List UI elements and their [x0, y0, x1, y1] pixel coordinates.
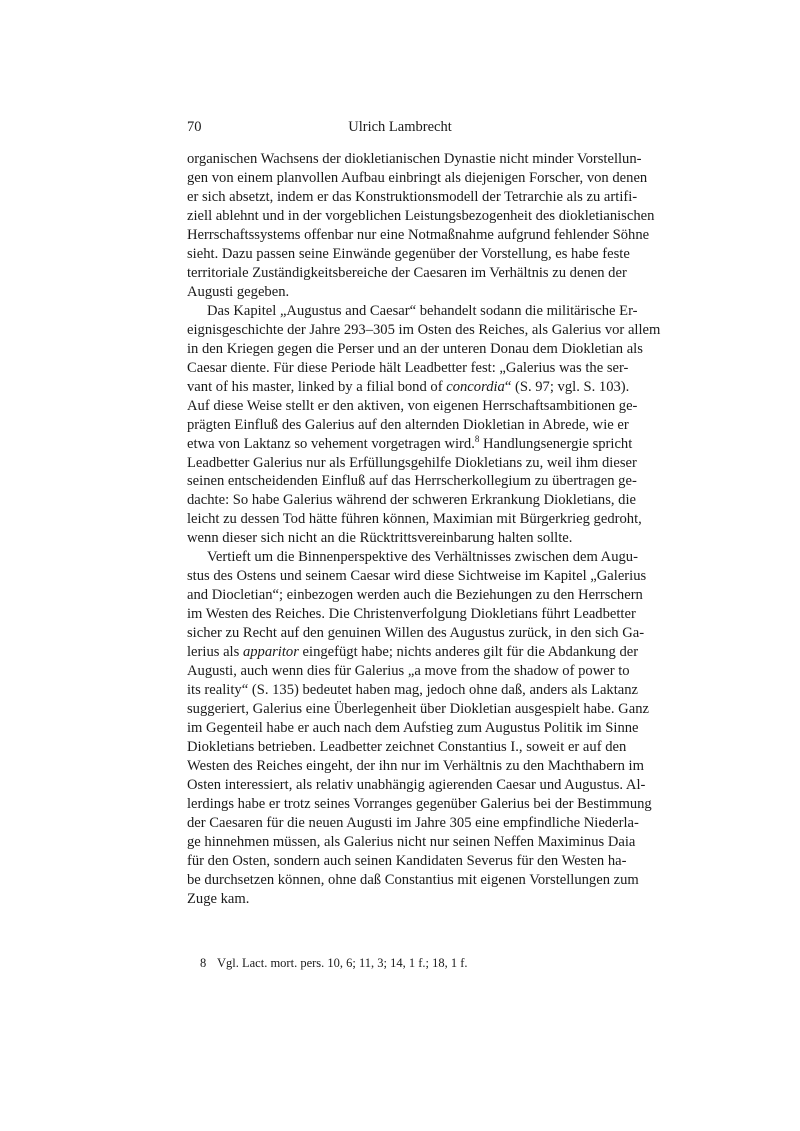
text-line	[187, 624, 645, 643]
text-span: etwa von Laktanz so vehement vorgetragen wird.	[187, 435, 475, 452]
footnote	[200, 956, 468, 971]
text-line	[187, 283, 612, 302]
text-line	[187, 852, 627, 871]
text-line	[187, 491, 637, 510]
text-line	[187, 548, 638, 567]
text-line	[187, 510, 642, 529]
text-line	[187, 757, 644, 776]
text-line	[187, 529, 612, 548]
text-line	[187, 662, 630, 681]
text-span: Osten interessiert, als relativ unabhängig agierenden Caesar und Augustus. Al-	[187, 776, 646, 793]
italic-term: concordia	[446, 378, 505, 395]
footnote-text: Vgl. Lact. mort. pers. 10, 6; 11, 3; 14, 1 f.; 18, 1 f.	[217, 956, 468, 970]
text-line	[187, 226, 650, 245]
text-span: vant of his master, linked by a filial bond of	[187, 378, 447, 395]
text-line	[187, 150, 642, 169]
text-line	[187, 586, 643, 605]
text-line	[187, 567, 647, 586]
text-span: leicht zu dessen Tod hätte führen können, Maximian mit Bürgerkrieg gedroht,	[187, 511, 642, 528]
text-span: der Caesaren für die neuen Augusti im Jahre 305 eine empfindliche Niederla-	[187, 814, 639, 831]
text-span: dachte: So habe Galerius während der schweren Erkrankung Diokletians, die	[187, 492, 637, 509]
text-line	[187, 359, 629, 378]
text-line	[187, 378, 630, 397]
text-span: “ (S. 97; vgl. S. 103).	[504, 378, 630, 395]
text-span: im Gegenteil habe er auch nach dem Aufstieg zum Augustus Politik im Sinne	[187, 720, 639, 737]
text-line	[187, 681, 639, 700]
text-span: seinen entscheidenden Einfluß auf das Herrscherkollegium zu übertragen ge-	[187, 473, 637, 490]
text-line	[187, 207, 655, 226]
text-span: Vertieft um die Binnenperspektive des Verhältnisses zwischen dem Augu-	[207, 549, 638, 566]
text-span: Leadbetter Galerius nur als Erfüllungsgehilfe Diokletians zu, weil ihm dieser	[187, 454, 637, 471]
text-span: its reality“ (S. 135) bedeutet haben mag, jedoch ohne daß, anders als Laktanz	[187, 682, 639, 699]
text-span: für den Osten, sondern auch seinen Kandidaten Severus für den Westen ha-	[187, 852, 627, 869]
text-span: Herrschaftssystems offenbar nur eine Notmaßnahme aufgrund fehlender Söhne	[187, 226, 650, 243]
text-line	[187, 871, 639, 890]
paragraph	[187, 302, 661, 549]
text-line	[187, 245, 630, 264]
text-span: suggeriert, Galerius eine Überlegenheit über Diokletian ausgespielt habe. Ganz	[187, 701, 649, 718]
footnote-number: 8	[200, 956, 207, 970]
text-span: sieht. Dazu passen seine Einwände gegenüber der Vorstellung, es habe feste	[187, 245, 630, 262]
running-head: Ulrich Lambrecht	[348, 119, 452, 135]
text-span: gen von einem planvollen Aufbau einbringt als diejenigen Forscher, von denen	[187, 169, 648, 186]
italic-term: apparitor	[242, 644, 299, 661]
text-span: Zuge kam.	[187, 890, 250, 907]
page-number: 70	[187, 119, 202, 135]
text-span: Handlungsenergie spricht	[479, 435, 633, 452]
text-line	[187, 188, 638, 207]
text-span: prägten Einfluß des Galerius auf den alternden Diokletian in Abrede, wie er	[187, 416, 629, 433]
text-line	[187, 643, 639, 662]
text-line	[187, 814, 639, 833]
text-line	[187, 776, 646, 795]
text-line	[187, 169, 648, 188]
text-span: lerius als	[187, 644, 243, 661]
body-text	[187, 150, 661, 909]
paragraph	[187, 150, 655, 302]
text-line	[187, 416, 629, 435]
text-line	[187, 454, 637, 473]
text-span: be durchsetzen können, ohne daß Constantius mit eigenen Vorstellungen zum	[187, 871, 639, 888]
text-span: wenn dieser sich nicht an die Rücktrittsvereinbarung halten sollte.	[187, 530, 573, 547]
text-line	[187, 719, 639, 738]
text-line	[187, 605, 636, 624]
text-line	[187, 700, 649, 719]
text-span: and Diocletian“; einbezogen werden auch die Beziehungen zu den Herrschern	[187, 587, 643, 604]
text-span: in den Kriegen gegen die Perser und an der unteren Donau dem Diokletian als	[187, 340, 643, 357]
paragraph	[187, 548, 652, 908]
footnote-ref: 8	[474, 433, 480, 444]
text-span: Augusti, auch wenn dies für Galerius „a move from the shadow of power to	[187, 663, 630, 680]
text-span: er sich absetzt, indem er das Konstruktionsmodell der Tetrarchie als zu artifi-	[187, 188, 638, 205]
text-span: Westen des Reiches eingeht, der ihn nur im Verhältnis zu den Machthabern im	[187, 758, 644, 774]
text-span: im Westen des Reiches. Die Christenverfolgung Diokletians führt Leadbetter	[187, 606, 636, 623]
text-span: Caesar diente. Für diese Periode hält Leadbetter fest: „Galerius was the ser-	[187, 359, 629, 376]
text-line	[187, 264, 627, 283]
text-span: eingefügt habe; nichts anderes gilt für die Abdankung der	[298, 644, 639, 661]
text-line	[187, 340, 643, 359]
text-line	[187, 472, 637, 491]
text-span: lerdings habe er trotz seines Vorranges gegenüber Galerius bei der Bestimmung	[187, 795, 652, 812]
text-line	[187, 795, 652, 814]
text-span: eignisgeschichte der Jahre 293–305 im Osten des Reiches, als Galerius vor allem	[187, 321, 661, 338]
text-line	[187, 890, 612, 909]
text-span: Augusti gegeben.	[187, 283, 290, 300]
text-span: Auf diese Weise stellt er den aktiven, von eigenen Herrschaftsambitionen ge-	[187, 397, 638, 414]
text-line	[187, 302, 638, 321]
text-span: Diokletians betrieben. Leadbetter zeichnet Constantius I., soweit er auf den	[187, 739, 627, 756]
text-span: ziell ablehnt und in der vorgeblichen Leistungsbezogenheit des diokletianischen	[187, 207, 655, 224]
text-line	[187, 321, 661, 340]
text-span: organischen Wachsens der diokletianischen Dynastie nicht minder Vorstellun-	[187, 151, 642, 167]
text-line	[187, 738, 627, 757]
text-line	[187, 833, 636, 852]
text-span: territoriale Zuständigkeitsbereiche der Caesaren im Verhältnis zu denen der	[187, 264, 627, 281]
text-line	[187, 397, 638, 416]
text-span: stus des Ostens und seinem Caesar wird diese Sichtweise im Kapitel „Galerius	[187, 568, 647, 585]
text-span: ge hinnehmen müssen, als Galerius nicht nur seinen Neffen Maximinus Daia	[187, 833, 636, 850]
text-span: Das Kapitel „Augustus and Caesar“ behandelt sodann die militärische Er-	[207, 302, 638, 319]
text-span: sicher zu Recht auf den genuinen Willen des Augustus zurück, in den sich Ga-	[187, 625, 645, 642]
text-line	[187, 433, 633, 454]
